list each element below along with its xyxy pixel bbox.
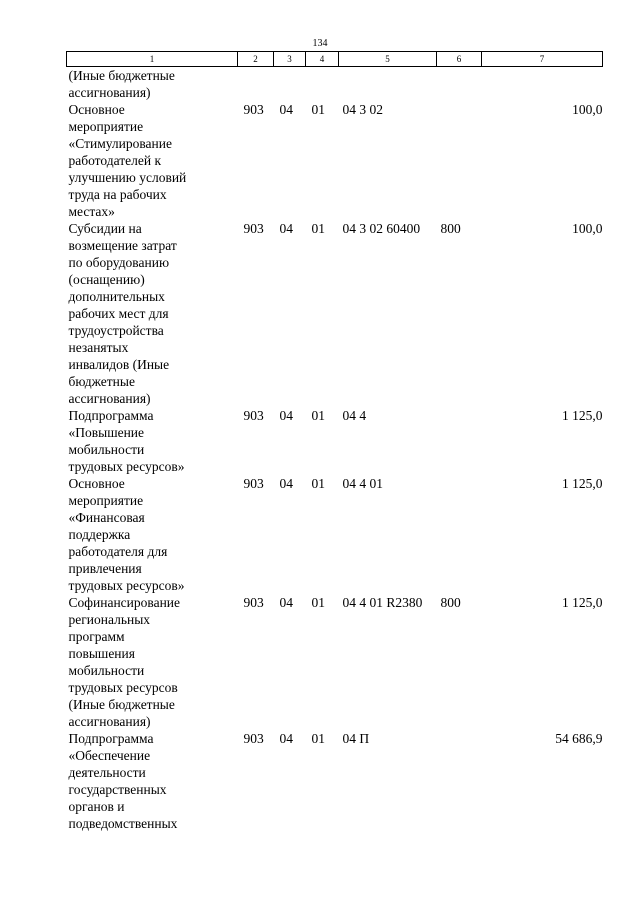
name-line: «Повышение — [68, 425, 145, 440]
expense-type-cell — [437, 67, 482, 102]
name-line: работодателей к — [68, 153, 162, 168]
name-line: по оборудованию — [68, 255, 170, 270]
name-line: повышения — [68, 646, 135, 661]
name-line: Софинансирование — [68, 595, 181, 610]
name-line: дополнительных — [68, 289, 165, 304]
ved-cell: 903 — [243, 102, 264, 117]
ved-cell — [238, 67, 274, 102]
section-cell: 04 — [279, 102, 293, 117]
ved-cell: 903 — [243, 476, 264, 491]
name-line: труда на рабочих — [68, 187, 167, 202]
column-header-7: 7 — [482, 52, 603, 67]
name-line: государственных — [68, 782, 167, 797]
subsection-cell: 01 — [311, 731, 325, 746]
subsection-cell: 01 — [311, 221, 325, 236]
section-cell: 04 — [279, 731, 293, 746]
column-header-3: 3 — [274, 52, 306, 67]
ved-cell: 903 — [243, 731, 264, 746]
subsection-cell — [306, 67, 339, 102]
name-cell — [67, 730, 238, 832]
name-line: трудовых ресурсов» — [68, 459, 185, 474]
amount-cell: 54 686,9 — [555, 731, 603, 746]
name-line: трудовых ресурсов» — [68, 578, 185, 593]
name-line: ассигнования) — [68, 391, 151, 406]
name-line: привлечения — [68, 561, 142, 576]
name-line: ассигнования) — [68, 714, 151, 729]
table-row — [67, 730, 603, 832]
table-row — [67, 475, 603, 594]
section-cell: 04 — [279, 595, 293, 610]
name-line: мобильности — [68, 442, 145, 457]
name-cell — [67, 407, 238, 475]
expense-type-cell — [437, 101, 482, 220]
column-header-1: 1 — [67, 52, 238, 67]
name-cell — [67, 101, 238, 220]
target-article-cell — [339, 67, 437, 102]
name-line: рабочих мест для — [68, 306, 169, 321]
page-number: 134 — [312, 38, 328, 49]
name-line: Основное — [68, 102, 125, 117]
name-line: Подпрограмма — [68, 408, 154, 423]
amount-cell: 1 125,0 — [562, 408, 603, 423]
section-cell: 04 — [279, 476, 293, 491]
amount-cell — [482, 67, 603, 102]
name-line: бюджетные — [68, 374, 135, 389]
name-cell — [67, 220, 238, 407]
target-article-cell: 04 4 01 R2380 — [342, 595, 423, 610]
subsection-cell: 01 — [311, 102, 325, 117]
subsection-cell: 01 — [311, 408, 325, 423]
table-row — [67, 594, 603, 730]
table-row — [67, 220, 603, 407]
name-line: Основное — [68, 476, 125, 491]
name-cell — [67, 475, 238, 594]
name-line: Субсидии на — [68, 221, 142, 236]
amount-cell: 100,0 — [572, 221, 603, 236]
name-line: ассигнования) — [68, 85, 151, 100]
name-line: подведомственных — [68, 816, 178, 831]
name-line: «Стимулирование — [68, 136, 172, 151]
name-line: мобильности — [68, 663, 145, 678]
target-article-cell: 04 3 02 60400 — [342, 221, 421, 236]
expense-type-cell — [437, 730, 482, 832]
name-line: незанятых — [68, 340, 129, 355]
section-cell — [274, 67, 306, 102]
amount-cell: 100,0 — [572, 102, 603, 117]
table-row — [67, 407, 603, 475]
name-line: местах» — [68, 204, 115, 219]
name-line: поддержка — [68, 527, 131, 542]
column-header-5: 5 — [339, 52, 437, 67]
ved-cell: 903 — [243, 408, 264, 423]
target-article-cell: 04 П — [342, 731, 370, 746]
expense-type-cell — [437, 407, 482, 475]
name-line: Подпрограмма — [68, 731, 154, 746]
subsection-cell: 01 — [311, 595, 325, 610]
name-line: инвалидов (Иные — [68, 357, 170, 372]
name-line: (оснащению) — [68, 272, 145, 287]
name-line: органов и — [68, 799, 125, 814]
name-line: «Финансовая — [68, 510, 145, 525]
expense-type-cell — [437, 475, 482, 594]
ved-cell: 903 — [243, 595, 264, 610]
table-body — [67, 67, 603, 833]
name-line: возмещение затрат — [68, 238, 177, 253]
target-article-cell: 04 3 02 — [342, 102, 383, 117]
header-row — [67, 52, 603, 67]
amount-cell: 1 125,0 — [562, 595, 603, 610]
section-cell: 04 — [279, 408, 293, 423]
expense-type-cell: 800 — [440, 595, 461, 610]
target-article-cell: 04 4 — [342, 408, 367, 423]
column-header-4: 4 — [306, 52, 339, 67]
target-article-cell: 04 4 01 — [342, 476, 383, 491]
name-line: мероприятие — [68, 119, 144, 134]
name-line: трудовых ресурсов — [68, 680, 178, 695]
name-line: (Иные бюджетные — [68, 697, 175, 712]
column-header-2: 2 — [238, 52, 274, 67]
table-row — [67, 101, 603, 220]
subsection-cell: 01 — [311, 476, 325, 491]
budget-table — [66, 51, 603, 832]
name-line: деятельности — [68, 765, 146, 780]
name-cell — [67, 67, 238, 102]
name-line: (Иные бюджетные — [68, 68, 175, 83]
column-header-6: 6 — [437, 52, 482, 67]
name-line: «Обеспечение — [68, 748, 151, 763]
name-line: программ — [68, 629, 125, 644]
expense-type-cell: 800 — [440, 221, 461, 236]
amount-cell: 1 125,0 — [562, 476, 603, 491]
name-line: трудоустройства — [68, 323, 164, 338]
name-cell — [67, 594, 238, 730]
table-row — [67, 67, 603, 102]
section-cell: 04 — [279, 221, 293, 236]
name-line: региональных — [68, 612, 151, 627]
ved-cell: 903 — [243, 221, 264, 236]
name-line: работодателя для — [68, 544, 168, 559]
name-line: мероприятие — [68, 493, 144, 508]
name-line: улучшению условий — [68, 170, 187, 185]
